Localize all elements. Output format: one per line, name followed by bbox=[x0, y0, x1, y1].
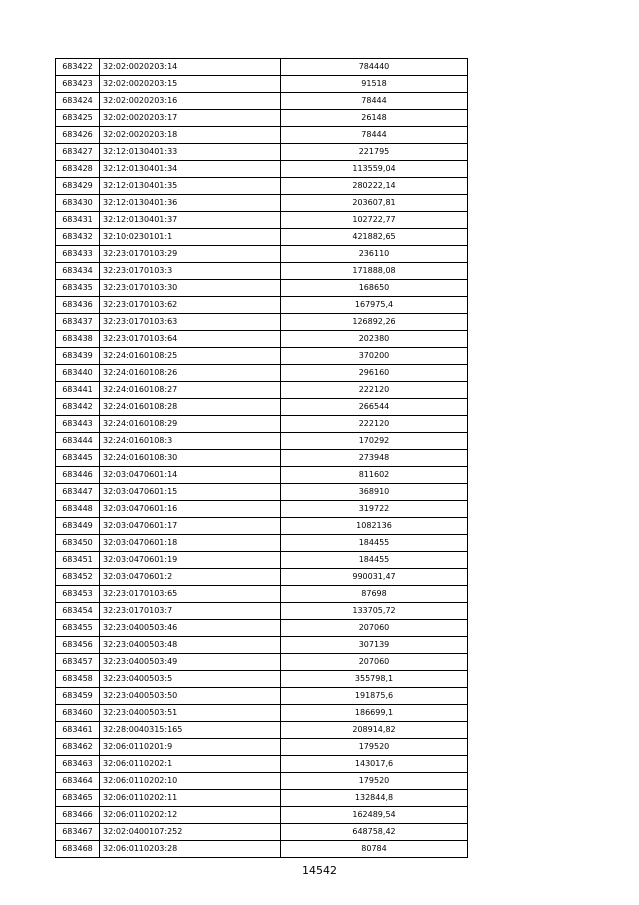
cadastral-value-cell: 648758,42 bbox=[281, 824, 468, 841]
table-row bbox=[56, 586, 468, 603]
cadastral-number-cell: 32:03:0470601:19 bbox=[100, 552, 281, 569]
table-row bbox=[56, 314, 468, 331]
row-number-cell: 683457 bbox=[56, 654, 100, 671]
table-row bbox=[56, 246, 468, 263]
row-number-cell: 683466 bbox=[56, 807, 100, 824]
table-row bbox=[56, 637, 468, 654]
cadastral-value-cell: 80784 bbox=[281, 841, 468, 858]
cadastral-number-cell: 32:24:0160108:26 bbox=[100, 365, 281, 382]
table-row bbox=[56, 348, 468, 365]
cadastral-value-cell: 266544 bbox=[281, 399, 468, 416]
table-row bbox=[56, 144, 468, 161]
table-row bbox=[56, 433, 468, 450]
cadastral-value-cell: 78444 bbox=[281, 127, 468, 144]
cadastral-value-cell: 171888,08 bbox=[281, 263, 468, 280]
cadastral-value-cell: 170292 bbox=[281, 433, 468, 450]
row-number-cell: 683463 bbox=[56, 756, 100, 773]
row-number-cell: 683425 bbox=[56, 110, 100, 127]
table-row bbox=[56, 722, 468, 739]
cadastral-number-cell: 32:23:0170103:29 bbox=[100, 246, 281, 263]
cadastral-number-cell: 32:24:0160108:27 bbox=[100, 382, 281, 399]
cadastral-value-cell: 207060 bbox=[281, 654, 468, 671]
cadastral-value-cell: 113559,04 bbox=[281, 161, 468, 178]
cadastral-number-cell: 32:28:0040315:165 bbox=[100, 722, 281, 739]
cadastral-value-cell: 191875,6 bbox=[281, 688, 468, 705]
cadastral-number-cell: 32:03:0470601:15 bbox=[100, 484, 281, 501]
row-number-cell: 683459 bbox=[56, 688, 100, 705]
cadastral-value-cell: 126892,26 bbox=[281, 314, 468, 331]
cadastral-value-cell: 811602 bbox=[281, 467, 468, 484]
table-row bbox=[56, 552, 468, 569]
cadastral-value-cell: 222120 bbox=[281, 416, 468, 433]
cadastral-value-cell: 179520 bbox=[281, 739, 468, 756]
row-number-cell: 683454 bbox=[56, 603, 100, 620]
table-row bbox=[56, 467, 468, 484]
cadastral-number-cell: 32:12:0130401:36 bbox=[100, 195, 281, 212]
cadastral-number-cell: 32:12:0130401:37 bbox=[100, 212, 281, 229]
cadastral-value-table bbox=[55, 58, 468, 858]
cadastral-value-cell: 296160 bbox=[281, 365, 468, 382]
row-number-cell: 683453 bbox=[56, 586, 100, 603]
cadastral-number-cell: 32:24:0160108:3 bbox=[100, 433, 281, 450]
cadastral-number-cell: 32:23:0170103:64 bbox=[100, 331, 281, 348]
cadastral-number-cell: 32:23:0170103:7 bbox=[100, 603, 281, 620]
cadastral-value-cell: 26148 bbox=[281, 110, 468, 127]
cadastral-value-cell: 78444 bbox=[281, 93, 468, 110]
table-row bbox=[56, 790, 468, 807]
cadastral-number-cell: 32:06:0110202:12 bbox=[100, 807, 281, 824]
row-number-cell: 683443 bbox=[56, 416, 100, 433]
cadastral-value-cell: 186699,1 bbox=[281, 705, 468, 722]
row-number-cell: 683444 bbox=[56, 433, 100, 450]
row-number-cell: 683449 bbox=[56, 518, 100, 535]
cadastral-number-cell: 32:06:0110202:11 bbox=[100, 790, 281, 807]
row-number-cell: 683464 bbox=[56, 773, 100, 790]
cadastral-number-cell: 32:23:0170103:3 bbox=[100, 263, 281, 280]
row-number-cell: 683428 bbox=[56, 161, 100, 178]
row-number-cell: 683435 bbox=[56, 280, 100, 297]
cadastral-value-cell: 280222,14 bbox=[281, 178, 468, 195]
table-row bbox=[56, 807, 468, 824]
row-number-cell: 683442 bbox=[56, 399, 100, 416]
table-row bbox=[56, 484, 468, 501]
cadastral-value-cell: 203607,81 bbox=[281, 195, 468, 212]
cadastral-number-cell: 32:24:0160108:25 bbox=[100, 348, 281, 365]
table-row bbox=[56, 59, 468, 76]
table-row bbox=[56, 76, 468, 93]
cadastral-number-cell: 32:23:0170103:30 bbox=[100, 280, 281, 297]
row-number-cell: 683438 bbox=[56, 331, 100, 348]
table-body bbox=[56, 59, 468, 858]
cadastral-value-cell: 132844,8 bbox=[281, 790, 468, 807]
table-row bbox=[56, 603, 468, 620]
cadastral-value-cell: 162489,54 bbox=[281, 807, 468, 824]
row-number-cell: 683431 bbox=[56, 212, 100, 229]
row-number-cell: 683426 bbox=[56, 127, 100, 144]
table-row bbox=[56, 161, 468, 178]
cadastral-number-cell: 32:24:0160108:30 bbox=[100, 450, 281, 467]
cadastral-value-cell: 221795 bbox=[281, 144, 468, 161]
row-number-cell: 683434 bbox=[56, 263, 100, 280]
row-number-cell: 683461 bbox=[56, 722, 100, 739]
cadastral-value-cell: 990031,47 bbox=[281, 569, 468, 586]
table-row bbox=[56, 450, 468, 467]
row-number-cell: 683450 bbox=[56, 535, 100, 552]
cadastral-number-cell: 32:03:0470601:17 bbox=[100, 518, 281, 535]
cadastral-number-cell: 32:12:0130401:35 bbox=[100, 178, 281, 195]
row-number-cell: 683424 bbox=[56, 93, 100, 110]
cadastral-value-cell: 355798,1 bbox=[281, 671, 468, 688]
table-row bbox=[56, 620, 468, 637]
row-number-cell: 683422 bbox=[56, 59, 100, 76]
cadastral-number-cell: 32:23:0170103:62 bbox=[100, 297, 281, 314]
row-number-cell: 683462 bbox=[56, 739, 100, 756]
cadastral-number-cell: 32:12:0130401:34 bbox=[100, 161, 281, 178]
cadastral-value-cell: 1082136 bbox=[281, 518, 468, 535]
cadastral-value-cell: 167975,4 bbox=[281, 297, 468, 314]
table-row bbox=[56, 110, 468, 127]
row-number-cell: 683440 bbox=[56, 365, 100, 382]
cadastral-value-cell: 307139 bbox=[281, 637, 468, 654]
table-row bbox=[56, 93, 468, 110]
row-number-cell: 683452 bbox=[56, 569, 100, 586]
cadastral-number-cell: 32:23:0400503:50 bbox=[100, 688, 281, 705]
row-number-cell: 683432 bbox=[56, 229, 100, 246]
cadastral-value-cell: 208914,82 bbox=[281, 722, 468, 739]
cadastral-value-cell: 184455 bbox=[281, 552, 468, 569]
cadastral-value-cell: 184455 bbox=[281, 535, 468, 552]
table-row bbox=[56, 773, 468, 790]
row-number-cell: 683456 bbox=[56, 637, 100, 654]
cadastral-value-cell: 421882,65 bbox=[281, 229, 468, 246]
cadastral-value-cell: 102722,77 bbox=[281, 212, 468, 229]
table-row bbox=[56, 178, 468, 195]
row-number-cell: 683429 bbox=[56, 178, 100, 195]
cadastral-number-cell: 32:03:0470601:14 bbox=[100, 467, 281, 484]
table-row bbox=[56, 365, 468, 382]
row-number-cell: 683468 bbox=[56, 841, 100, 858]
cadastral-number-cell: 32:23:0170103:65 bbox=[100, 586, 281, 603]
table-row bbox=[56, 382, 468, 399]
row-number-cell: 683441 bbox=[56, 382, 100, 399]
cadastral-value-cell: 91518 bbox=[281, 76, 468, 93]
table-row bbox=[56, 569, 468, 586]
table-row bbox=[56, 399, 468, 416]
table-row bbox=[56, 739, 468, 756]
cadastral-value-cell: 87698 bbox=[281, 586, 468, 603]
cadastral-number-cell: 32:06:0110201:9 bbox=[100, 739, 281, 756]
cadastral-number-cell: 32:24:0160108:28 bbox=[100, 399, 281, 416]
row-number-cell: 683446 bbox=[56, 467, 100, 484]
page-number: 14542 bbox=[302, 864, 337, 877]
row-number-cell: 683436 bbox=[56, 297, 100, 314]
cadastral-number-cell: 32:10:0230101:1 bbox=[100, 229, 281, 246]
row-number-cell: 683439 bbox=[56, 348, 100, 365]
table-row bbox=[56, 280, 468, 297]
table-row bbox=[56, 501, 468, 518]
row-number-cell: 683447 bbox=[56, 484, 100, 501]
cadastral-number-cell: 32:02:0020203:18 bbox=[100, 127, 281, 144]
table-row bbox=[56, 212, 468, 229]
cadastral-value-cell: 222120 bbox=[281, 382, 468, 399]
table-row bbox=[56, 841, 468, 858]
cadastral-number-cell: 32:24:0160108:29 bbox=[100, 416, 281, 433]
table-row bbox=[56, 705, 468, 722]
cadastral-value-cell: 273948 bbox=[281, 450, 468, 467]
table-row bbox=[56, 824, 468, 841]
cadastral-number-cell: 32:02:0020203:15 bbox=[100, 76, 281, 93]
table-row bbox=[56, 331, 468, 348]
row-number-cell: 683437 bbox=[56, 314, 100, 331]
row-number-cell: 683445 bbox=[56, 450, 100, 467]
cadastral-value-cell: 784440 bbox=[281, 59, 468, 76]
table-row bbox=[56, 671, 468, 688]
row-number-cell: 683448 bbox=[56, 501, 100, 518]
table-row bbox=[56, 416, 468, 433]
table-row bbox=[56, 127, 468, 144]
table-row bbox=[56, 229, 468, 246]
cadastral-value-cell: 319722 bbox=[281, 501, 468, 518]
table-row bbox=[56, 654, 468, 671]
cadastral-number-cell: 32:23:0400503:48 bbox=[100, 637, 281, 654]
row-number-cell: 683423 bbox=[56, 76, 100, 93]
row-number-cell: 683465 bbox=[56, 790, 100, 807]
row-number-cell: 683467 bbox=[56, 824, 100, 841]
row-number-cell: 683458 bbox=[56, 671, 100, 688]
cadastral-value-cell: 368910 bbox=[281, 484, 468, 501]
cadastral-number-cell: 32:23:0400503:5 bbox=[100, 671, 281, 688]
table-row bbox=[56, 195, 468, 212]
row-number-cell: 683433 bbox=[56, 246, 100, 263]
cadastral-number-cell: 32:02:0020203:16 bbox=[100, 93, 281, 110]
table-row bbox=[56, 535, 468, 552]
cadastral-value-cell: 370200 bbox=[281, 348, 468, 365]
cadastral-number-cell: 32:02:0400107:252 bbox=[100, 824, 281, 841]
cadastral-value-cell: 207060 bbox=[281, 620, 468, 637]
cadastral-number-cell: 32:06:0110202:1 bbox=[100, 756, 281, 773]
table-row bbox=[56, 297, 468, 314]
cadastral-value-cell: 179520 bbox=[281, 773, 468, 790]
cadastral-number-cell: 32:23:0400503:46 bbox=[100, 620, 281, 637]
table-row bbox=[56, 688, 468, 705]
cadastral-value-cell: 168650 bbox=[281, 280, 468, 297]
cadastral-value-cell: 143017,6 bbox=[281, 756, 468, 773]
row-number-cell: 683427 bbox=[56, 144, 100, 161]
table-row bbox=[56, 518, 468, 535]
cadastral-number-cell: 32:23:0400503:51 bbox=[100, 705, 281, 722]
cadastral-number-cell: 32:02:0020203:17 bbox=[100, 110, 281, 127]
table-row bbox=[56, 756, 468, 773]
cadastral-value-cell: 133705,72 bbox=[281, 603, 468, 620]
cadastral-number-cell: 32:03:0470601:2 bbox=[100, 569, 281, 586]
row-number-cell: 683430 bbox=[56, 195, 100, 212]
cadastral-number-cell: 32:06:0110203:28 bbox=[100, 841, 281, 858]
cadastral-value-cell: 202380 bbox=[281, 331, 468, 348]
cadastral-number-cell: 32:03:0470601:16 bbox=[100, 501, 281, 518]
row-number-cell: 683455 bbox=[56, 620, 100, 637]
cadastral-value-cell: 236110 bbox=[281, 246, 468, 263]
row-number-cell: 683460 bbox=[56, 705, 100, 722]
cadastral-number-cell: 32:23:0170103:63 bbox=[100, 314, 281, 331]
cadastral-number-cell: 32:02:0020203:14 bbox=[100, 59, 281, 76]
cadastral-number-cell: 32:12:0130401:33 bbox=[100, 144, 281, 161]
cadastral-number-cell: 32:03:0470601:18 bbox=[100, 535, 281, 552]
table-row bbox=[56, 263, 468, 280]
cadastral-number-cell: 32:23:0400503:49 bbox=[100, 654, 281, 671]
row-number-cell: 683451 bbox=[56, 552, 100, 569]
cadastral-number-cell: 32:06:0110202:10 bbox=[100, 773, 281, 790]
